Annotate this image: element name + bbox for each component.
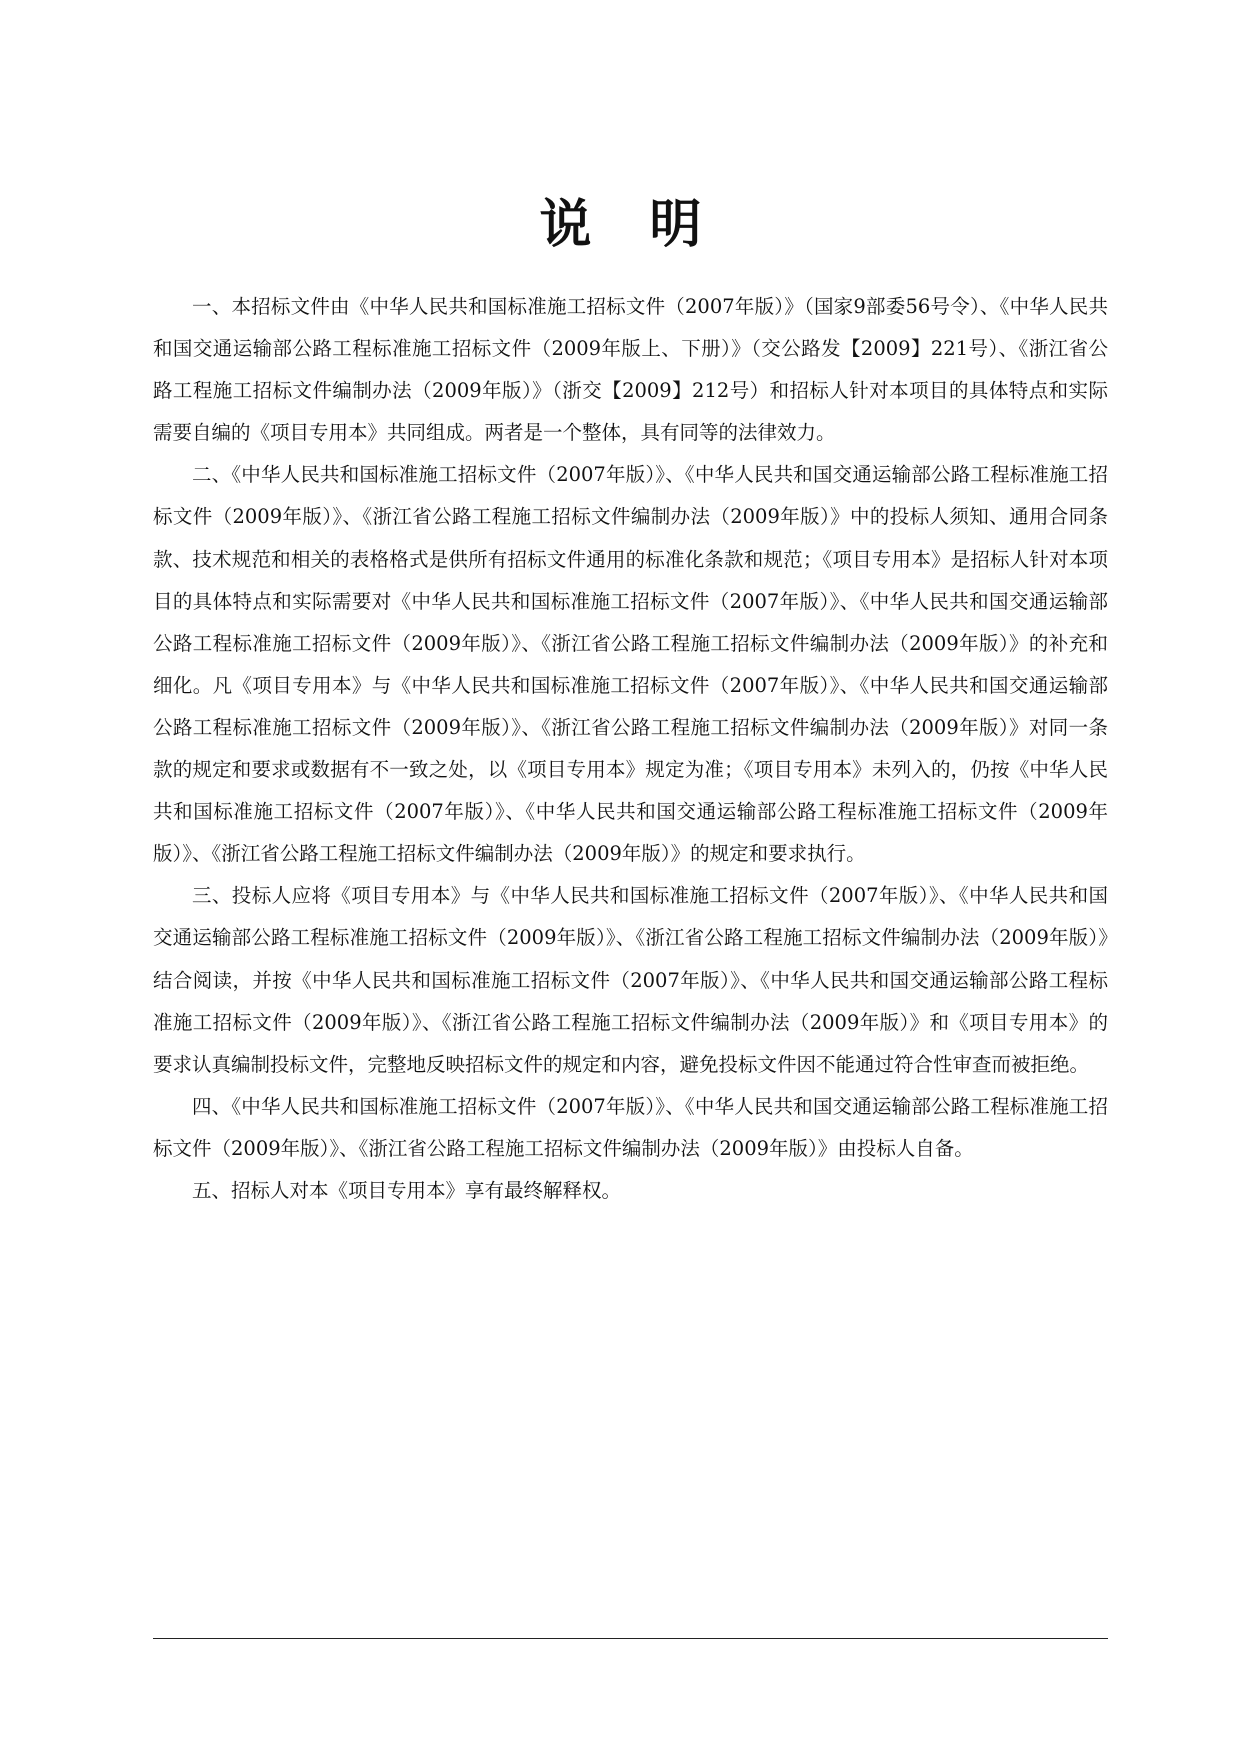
page-title: 说明 [539, 195, 760, 255]
document-body [153, 286, 1108, 1212]
paragraph-1: 一、本招标文件由《中华人民共和国标准施工招标文件（2007年版）》（国家9部委56号令）、《中华人民共和国交通运输部公路工程标准施工招标文件（2009年版上、下册）》（交公路发【2009】221号）、《浙江省公路工程施工招标文件编制办法（2009年版）》（浙交【2009】212号）和招标人针对本项目的具体特点和实际需要自编的《项目专用本》共同组成。两者是一个整体，具有同等的法律效力。 [153, 295, 1108, 445]
footer-divider [153, 1638, 1108, 1639]
paragraph-2: 二、《中华人民共和国标准施工招标文件（2007年版）》、《中华人民共和国交通运输部公路工程标准施工招标文件（2009年版）》、《浙江省公路工程施工招标文件编制办法（2009年版）》中的投标人须知、通用合同条款、技术规范和相关的表格格式是供所有招标文件通用的标准化条款和规范；《项目专用本》是招标人针对本项目的具体特点和实际需要对《中华人民共和国标准施工招标文件（2007年版）》、《中华人民共和国交通运输部公路工程标准施工招标文件（2009年版）》、《浙江省公路工程施工招标文件编制办法（2009年版）》的补充和细化。凡《项目专用本》与《中华人民共和国标准施工招标文件（2007年版）》、《中华人民共和国交通运输部公路工程标准施工招标文件（2009年版）》、《浙江省公路工程施工招标文件编制办法（2009年版）》对同一条款的规定和要求或数据有不一致之处，以《项目专用本》规定为准；《项目专用本》未列入的，仍按《中华人民共和国标准施工招标文件（2007年版）》、《中华人民共和国交通运输部公路工程标准施工招标文件（2009年版）》、《浙江省公路工程施工招标文件编制办法（2009年版）》的规定和要求执行。 [153, 463, 1108, 866]
paragraph-3: 三、投标人应将《项目专用本》与《中华人民共和国标准施工招标文件（2007年版）》、《中华人民共和国交通运输部公路工程标准施工招标文件（2009年版）》、《浙江省公路工程施工招标文件编制办法（2009年版）》结合阅读，并按《中华人民共和国标准施工招标文件（2007年版）》、《中华人民共和国交通运输部公路工程标准施工招标文件（2009年版）》、《浙江省公路工程施工招标文件编制办法（2009年版）》和《项目专用本》的要求认真编制投标文件，完整地反映招标文件的规定和内容，避免投标文件因不能通过符合性审查而被拒绝。 [153, 884, 1108, 1076]
paragraph-5: 五、招标人对本《项目专用本》享有最终解释权。 [192, 1178, 622, 1202]
paragraph-4: 四、《中华人民共和国标准施工招标文件（2007年版）》、《中华人民共和国交通运输部公路工程标准施工招标文件（2009年版）》、《浙江省公路工程施工招标文件编制办法（2009年版）》由投标人自备。 [153, 1094, 1108, 1160]
